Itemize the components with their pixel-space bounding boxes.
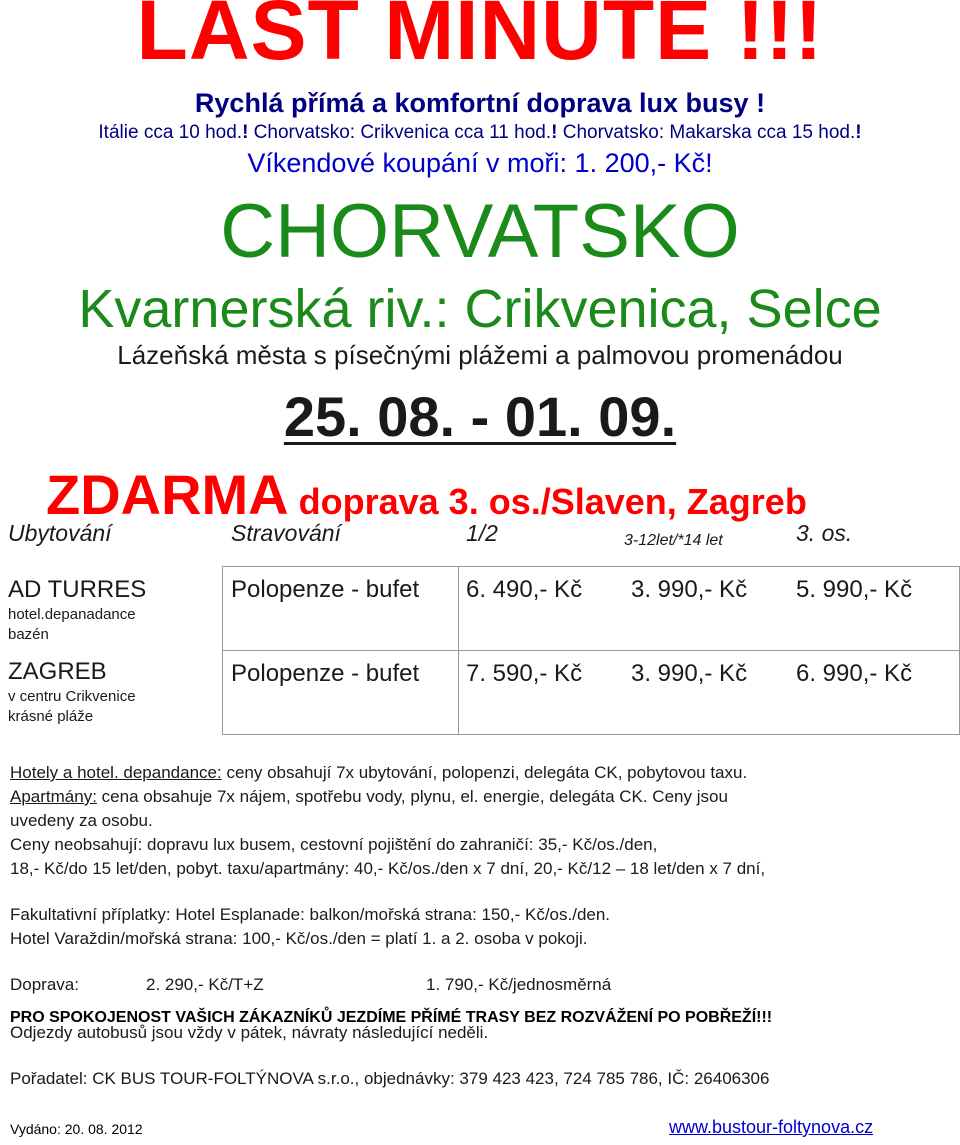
board-type: Polopenze - bufet xyxy=(231,576,420,603)
board-type: Polopenze - bufet xyxy=(231,660,420,687)
hotel-note: hotel.depanadance xyxy=(8,606,136,623)
apartments-info xyxy=(10,786,728,808)
subtitle: Rychlá přímá a komfortní doprava lux busy ! xyxy=(194,88,766,118)
price-child: 3. 990,- Kč xyxy=(631,576,748,603)
departures-info: Odjezdy autobusů jsou vždy v pátek, návraty následující neděli. xyxy=(10,1023,489,1042)
optional-surcharge-2: Hotel Varaždin/mořská strana: 100,- Kč/os./den = platí 1. a 2. osoba v pokoji. xyxy=(10,929,588,948)
country-title: CHORVATSKO xyxy=(220,189,740,274)
optional-surcharge-1: Fakultativní příplatky: Hotel Esplanade: balkon/mořská strana: 150,- Kč/os./den. xyxy=(10,905,611,924)
organizer-info: Pořadatel: CK BUS TOUR-FOLTÝNOVA s.r.o., objednávky: 379 423 423, 724 785 786, IČ: 26406306 xyxy=(10,1069,770,1088)
hotel-note: krásné pláže xyxy=(8,708,94,725)
hotel-note: bazén xyxy=(8,626,49,643)
free-transport-line xyxy=(46,462,807,527)
hotels-text: ceny obsahují 7x ubytování, polopenzi, delegáta CK, pobytovou taxu. xyxy=(221,763,748,782)
transport-return: 2. 290,- Kč/T+Z xyxy=(146,975,264,994)
free-label: ZDARMA xyxy=(46,463,289,526)
issue-date: Vydáno: 20. 08. 2012 xyxy=(10,1121,143,1137)
direct-route-notice: PRO SPOKOJENOST VAŠICH ZÁKAZNÍKŮ JEZDÍME PŘÍMÉ TRASY BEZ ROZVÁŽENÍ PO POBŘEŽÍ!!! xyxy=(10,1009,773,1026)
weekend-offer: Víkendové koupání v moři: 1. 200,- Kč! xyxy=(247,148,713,178)
travel-makarska: Chorvatsko: Makarska cca 15 hod. xyxy=(557,122,856,143)
trip-dates: 25. 08. - 01. 09. xyxy=(283,385,677,448)
price-child: 3. 990,- Kč xyxy=(631,660,748,687)
headline: LAST MINUTE !!! xyxy=(136,0,824,77)
hotel-name: ZAGREB xyxy=(8,658,107,685)
price-table xyxy=(0,520,960,736)
price-half: 7. 590,- Kč xyxy=(466,660,583,687)
travel-bang-1: ! xyxy=(242,122,249,143)
hotels-info xyxy=(10,762,747,784)
price-third: 5. 990,- Kč xyxy=(796,576,913,603)
travel-crikvenica: Chorvatsko: Crikvenica cca 11 hod. xyxy=(248,122,552,143)
price-third: 6. 990,- Kč xyxy=(796,660,913,687)
table-divider xyxy=(222,566,960,567)
price-exclusions: Ceny neobsahují: dopravu lux busem, cestovní pojištění do zahraničí: 35,- Kč/os./den, xyxy=(10,835,658,854)
header-board: Stravování xyxy=(231,520,341,546)
spa-description: Lázeňská města s písečnými plážemi a palmovou promenádou xyxy=(117,340,843,370)
header-half: 1/2 xyxy=(466,520,498,546)
travel-italy: Itálie cca 10 hod. xyxy=(98,122,243,143)
region-title: Kvarnerská riv.: Crikvenica, Selce xyxy=(78,279,882,339)
table-divider xyxy=(222,734,960,735)
hotel-note: v centru Crikvenice xyxy=(8,688,136,705)
header-third: 3. os. xyxy=(796,520,853,546)
hotel-name: AD TURRES xyxy=(8,576,147,603)
header-child: 3-12let/*14 let xyxy=(624,532,723,549)
transport-label: Doprava: xyxy=(10,975,79,994)
apartments-text: cena obsahuje 7x nájem, spotřebu vody, plynu, el. energie, delegáta CK. Ceny jsou xyxy=(96,787,728,806)
travel-bang-2: ! xyxy=(551,122,558,143)
apartments-label: Apartmány: xyxy=(10,787,97,806)
travel-times xyxy=(0,122,960,144)
table-divider xyxy=(222,650,960,651)
website-link[interactable]: www.bustour-foltynova.cz xyxy=(669,1117,874,1137)
travel-bang-3: ! xyxy=(855,122,862,143)
free-detail: doprava 3. os./Slaven, Zagreb xyxy=(288,481,807,522)
hotels-label: Hotely a hotel. depandance: xyxy=(10,763,222,782)
price-exclusions-cont: 18,- Kč/do 15 let/den, pobyt. taxu/apartmány: 40,- Kč/os./den x 7 dní, 20,- Kč/12 – 18 let/den x 7 dní, xyxy=(10,859,766,878)
transport-oneway: 1. 790,- Kč/jednosměrná xyxy=(426,975,612,994)
header-accommodation: Ubytování xyxy=(8,520,112,546)
price-half: 6. 490,- Kč xyxy=(466,576,583,603)
apartments-info-cont: uvedeny za osobu. xyxy=(10,811,153,830)
